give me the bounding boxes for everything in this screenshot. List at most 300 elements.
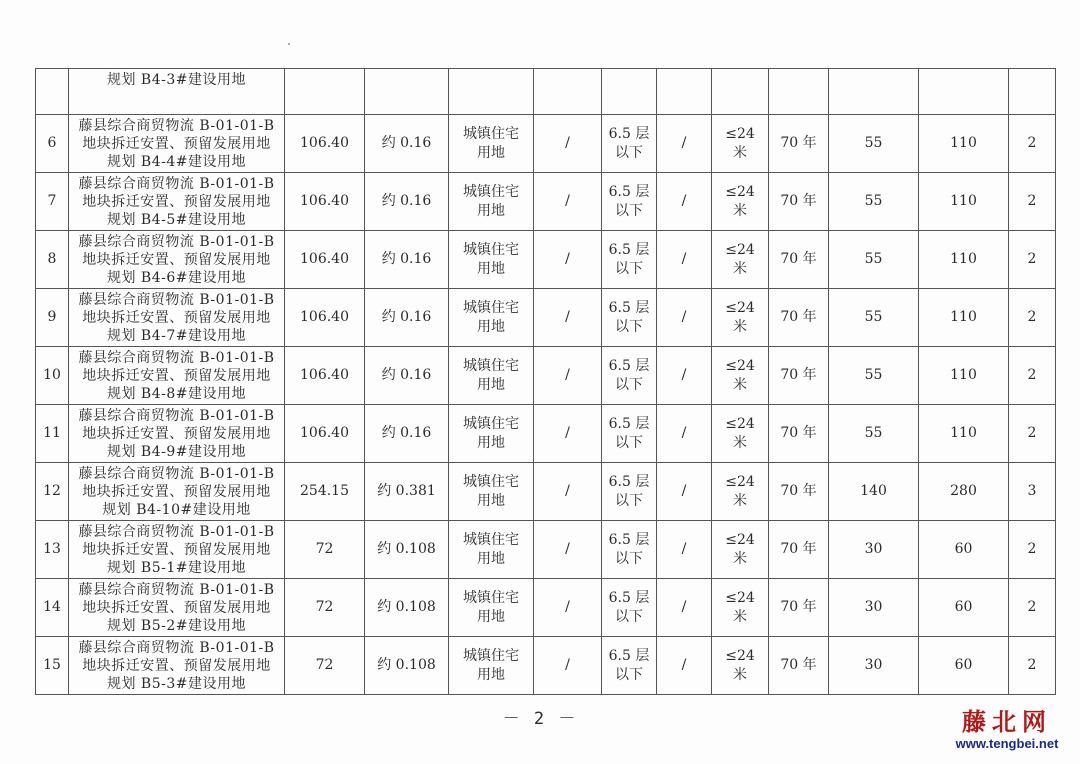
row-number: 13 bbox=[43, 541, 61, 557]
floors-line: 6.5 层 bbox=[608, 531, 650, 548]
cell-height bbox=[712, 579, 769, 637]
cell-n2 bbox=[919, 231, 1009, 289]
slash-value: / bbox=[565, 367, 570, 383]
cell-area bbox=[285, 115, 365, 173]
height-line: ≤24 bbox=[725, 473, 755, 490]
table-row bbox=[36, 521, 1056, 579]
cell-n2 bbox=[919, 463, 1009, 521]
land-use-line: 用地 bbox=[477, 434, 505, 451]
parcel-name-line: 规划 B5-2#建设用地 bbox=[106, 617, 246, 634]
parcel-name-line: 规划 B4-5#建设用地 bbox=[106, 211, 246, 228]
row-number: 11 bbox=[43, 425, 61, 441]
parcel-name-line: 藤县综合商贸物流 B-01-01-B bbox=[78, 523, 275, 540]
cell-n1 bbox=[829, 521, 919, 579]
value-n1: 55 bbox=[864, 425, 883, 441]
cell-col7 bbox=[657, 347, 712, 405]
parcel-name-line: 地块拆迁安置、预留发展用地 bbox=[82, 599, 271, 616]
value-n1: 30 bbox=[864, 599, 883, 615]
cell-parcel-name bbox=[69, 463, 285, 521]
cell-n1 bbox=[829, 231, 919, 289]
value-n2: 60 bbox=[954, 541, 973, 557]
cell-hectares bbox=[365, 579, 449, 637]
area-value: 72 bbox=[315, 657, 334, 673]
cell-n2 bbox=[919, 521, 1009, 579]
slash-value: / bbox=[565, 425, 570, 441]
land-use-line: 用地 bbox=[477, 202, 505, 219]
slash-value: / bbox=[681, 541, 687, 557]
parcel-name-line: 地块拆迁安置、预留发展用地 bbox=[82, 425, 271, 442]
cell-land-use bbox=[449, 231, 534, 289]
term-years: 70 年 bbox=[780, 367, 817, 383]
cell-parcel-name bbox=[69, 69, 285, 115]
land-use-line: 城镇住宅 bbox=[463, 647, 519, 664]
parcel-name-line: 规划 B4-3#建设用地 bbox=[106, 72, 246, 88]
cell-n1 bbox=[829, 347, 919, 405]
value-n2: 60 bbox=[954, 599, 973, 615]
cell-floors bbox=[602, 289, 657, 347]
value-n2: 110 bbox=[950, 367, 977, 383]
land-use-line: 城镇住宅 bbox=[463, 473, 519, 490]
cell-no bbox=[36, 579, 69, 637]
cell-col5 bbox=[534, 115, 602, 173]
cell-col7 bbox=[657, 289, 712, 347]
slash-value: / bbox=[681, 425, 687, 441]
area-value: 106.40 bbox=[300, 251, 349, 267]
height-line: ≤24 bbox=[725, 647, 755, 664]
land-use-line: 城镇住宅 bbox=[463, 415, 519, 432]
cell-n3 bbox=[1009, 521, 1056, 579]
floors-line: 以下 bbox=[615, 376, 643, 393]
value-n3: 2 bbox=[1027, 193, 1037, 209]
height-line: 米 bbox=[733, 666, 747, 683]
value-n1: 55 bbox=[864, 309, 883, 325]
cell-land-use bbox=[449, 173, 534, 231]
hectare-value: 约 0.108 bbox=[377, 599, 436, 615]
cell-col5 bbox=[534, 173, 602, 231]
row-number: 15 bbox=[43, 657, 61, 673]
cell-land-use bbox=[449, 115, 534, 173]
cell-land-use bbox=[449, 463, 534, 521]
floors-line: 6.5 层 bbox=[608, 299, 650, 316]
cell-land-use bbox=[449, 69, 534, 115]
table-row bbox=[36, 463, 1056, 521]
cell-col7 bbox=[657, 463, 712, 521]
value-n3: 2 bbox=[1027, 135, 1037, 151]
cell-area bbox=[285, 463, 365, 521]
floors-line: 以下 bbox=[615, 492, 643, 509]
cell-parcel-name bbox=[69, 289, 285, 347]
hectare-value: 约 0.16 bbox=[381, 193, 432, 209]
parcel-name-line: 规划 B4-8#建设用地 bbox=[106, 385, 246, 402]
cell-floors bbox=[602, 115, 657, 173]
value-n1: 55 bbox=[864, 367, 883, 383]
cell-col7 bbox=[657, 637, 712, 695]
parcel-name-line: 地块拆迁安置、预留发展用地 bbox=[82, 309, 271, 326]
land-use-line: 用地 bbox=[477, 666, 505, 683]
cell-floors bbox=[602, 405, 657, 463]
value-n3: 2 bbox=[1027, 425, 1037, 441]
parcel-name-line: 藤县综合商贸物流 B-01-01-B bbox=[78, 465, 275, 482]
cell-n1 bbox=[829, 69, 919, 115]
cell-floors bbox=[602, 69, 657, 115]
slash-value: / bbox=[681, 599, 687, 615]
value-n1: 30 bbox=[864, 541, 883, 557]
slash-value: / bbox=[681, 657, 687, 673]
cell-n3 bbox=[1009, 463, 1056, 521]
cell-n3 bbox=[1009, 289, 1056, 347]
floors-line: 以下 bbox=[615, 666, 643, 683]
value-n3: 2 bbox=[1027, 309, 1037, 325]
area-value: 72 bbox=[315, 599, 334, 615]
height-line: 米 bbox=[733, 318, 747, 335]
hectare-value: 约 0.16 bbox=[381, 367, 432, 383]
cell-n2 bbox=[919, 173, 1009, 231]
cell-no bbox=[36, 637, 69, 695]
slash-value: / bbox=[565, 541, 570, 557]
height-line: ≤24 bbox=[725, 125, 755, 142]
land-use-line: 用地 bbox=[477, 144, 505, 161]
cell-no bbox=[36, 173, 69, 231]
cell-height bbox=[712, 347, 769, 405]
floors-line: 以下 bbox=[615, 434, 643, 451]
parcel-name-line: 藤县综合商贸物流 B-01-01-B bbox=[78, 117, 275, 134]
cell-col7 bbox=[657, 405, 712, 463]
hectare-value: 约 0.16 bbox=[381, 309, 432, 325]
cell-n1 bbox=[829, 289, 919, 347]
slash-value: / bbox=[565, 657, 570, 673]
parcel-name-line: 地块拆迁安置、预留发展用地 bbox=[82, 657, 271, 674]
slash-value: / bbox=[681, 309, 687, 325]
cell-n2 bbox=[919, 405, 1009, 463]
cell-floors bbox=[602, 521, 657, 579]
parcel-name-line: 地块拆迁安置、预留发展用地 bbox=[82, 541, 271, 558]
parcel-name-line: 规划 B4-10#建设用地 bbox=[102, 501, 251, 518]
cell-height bbox=[712, 115, 769, 173]
slash-value: / bbox=[565, 251, 570, 267]
cell-land-use bbox=[449, 579, 534, 637]
cell-col7 bbox=[657, 115, 712, 173]
cell-floors bbox=[602, 637, 657, 695]
cell-n2 bbox=[919, 115, 1009, 173]
term-years: 70 年 bbox=[780, 425, 817, 441]
cell-hectares bbox=[365, 231, 449, 289]
parcel-name-line: 规划 B4-4#建设用地 bbox=[106, 153, 246, 170]
floors-line: 以下 bbox=[615, 550, 643, 567]
cell-years bbox=[769, 289, 829, 347]
parcel-name-line: 地块拆迁安置、预留发展用地 bbox=[82, 483, 271, 500]
parcel-name-line: 规划 B4-7#建设用地 bbox=[106, 327, 246, 344]
area-value: 72 bbox=[315, 541, 334, 557]
cell-height bbox=[712, 405, 769, 463]
cell-no bbox=[36, 231, 69, 289]
row-number: 7 bbox=[47, 193, 57, 209]
cell-years bbox=[769, 521, 829, 579]
land-use-line: 用地 bbox=[477, 260, 505, 277]
parcel-name-line: 藤县综合商贸物流 B-01-01-B bbox=[78, 349, 275, 366]
height-line: ≤24 bbox=[725, 415, 755, 432]
row-number: 14 bbox=[43, 599, 61, 615]
parcel-name-line: 地块拆迁安置、预留发展用地 bbox=[82, 367, 271, 384]
slash-value: / bbox=[565, 135, 570, 151]
cell-hectares bbox=[365, 637, 449, 695]
term-years: 70 年 bbox=[780, 309, 817, 325]
cell-n2 bbox=[919, 637, 1009, 695]
value-n2: 110 bbox=[950, 309, 977, 325]
cell-hectares bbox=[365, 463, 449, 521]
cell-parcel-name bbox=[69, 579, 285, 637]
table-row-continued bbox=[36, 69, 1056, 115]
cell-n2 bbox=[919, 289, 1009, 347]
slash-value: / bbox=[565, 193, 570, 209]
cell-hectares bbox=[365, 115, 449, 173]
value-n3: 3 bbox=[1027, 483, 1037, 499]
cell-col5 bbox=[534, 289, 602, 347]
term-years: 70 年 bbox=[780, 599, 817, 615]
slash-value: / bbox=[681, 367, 687, 383]
cell-col7 bbox=[657, 579, 712, 637]
land-use-line: 用地 bbox=[477, 608, 505, 625]
hectare-value: 约 0.108 bbox=[377, 657, 436, 673]
floors-line: 6.5 层 bbox=[608, 473, 650, 490]
height-line: ≤24 bbox=[725, 531, 755, 548]
parcel-name-line: 藤县综合商贸物流 B-01-01-B bbox=[78, 639, 275, 656]
term-years: 70 年 bbox=[780, 135, 817, 151]
floors-line: 6.5 层 bbox=[608, 415, 650, 432]
value-n2: 280 bbox=[950, 483, 977, 499]
cell-hectares bbox=[365, 289, 449, 347]
cell-no bbox=[36, 463, 69, 521]
parcel-name-line: 藤县综合商贸物流 B-01-01-B bbox=[78, 175, 275, 192]
land-use-line: 城镇住宅 bbox=[463, 299, 519, 316]
height-line: 米 bbox=[733, 202, 747, 219]
parcel-name-line: 地块拆迁安置、预留发展用地 bbox=[82, 135, 271, 152]
row-number: 12 bbox=[43, 483, 61, 499]
row-number: 6 bbox=[47, 135, 57, 151]
term-years: 70 年 bbox=[780, 541, 817, 557]
value-n3: 2 bbox=[1027, 657, 1037, 673]
cell-floors bbox=[602, 173, 657, 231]
cell-n2 bbox=[919, 69, 1009, 115]
table-row bbox=[36, 115, 1056, 173]
watermark-url: www.tengbei.net bbox=[955, 736, 1059, 751]
floors-line: 以下 bbox=[615, 260, 643, 277]
cell-years bbox=[769, 637, 829, 695]
land-parcel-table bbox=[35, 68, 1056, 695]
cell-col7 bbox=[657, 173, 712, 231]
cell-n3 bbox=[1009, 405, 1056, 463]
value-n2: 110 bbox=[950, 193, 977, 209]
cell-no bbox=[36, 405, 69, 463]
cell-n2 bbox=[919, 579, 1009, 637]
cell-col7 bbox=[657, 69, 712, 115]
cell-no bbox=[36, 521, 69, 579]
cell-height bbox=[712, 521, 769, 579]
cell-years bbox=[769, 69, 829, 115]
area-value: 254.15 bbox=[300, 483, 349, 499]
term-years: 70 年 bbox=[780, 193, 817, 209]
cell-no bbox=[36, 115, 69, 173]
cell-n2 bbox=[919, 347, 1009, 405]
cell-col7 bbox=[657, 231, 712, 289]
parcel-name-line: 藤县综合商贸物流 B-01-01-B bbox=[78, 581, 275, 598]
table-row bbox=[36, 579, 1056, 637]
cell-years bbox=[769, 173, 829, 231]
cell-area bbox=[285, 347, 365, 405]
slash-value: / bbox=[681, 483, 687, 499]
term-years: 70 年 bbox=[780, 483, 817, 499]
scan-speck bbox=[288, 43, 290, 45]
cell-height bbox=[712, 231, 769, 289]
cell-parcel-name bbox=[69, 115, 285, 173]
cell-col5 bbox=[534, 231, 602, 289]
cell-floors bbox=[602, 579, 657, 637]
table-row bbox=[36, 231, 1056, 289]
cell-hectares bbox=[365, 69, 449, 115]
cell-n1 bbox=[829, 637, 919, 695]
height-line: ≤24 bbox=[725, 299, 755, 316]
area-value: 106.40 bbox=[300, 309, 349, 325]
floors-line: 6.5 层 bbox=[608, 357, 650, 374]
land-use-line: 用地 bbox=[477, 318, 505, 335]
land-use-line: 用地 bbox=[477, 550, 505, 567]
value-n1: 55 bbox=[864, 135, 883, 151]
cell-area bbox=[285, 289, 365, 347]
table-row bbox=[36, 405, 1056, 463]
cell-land-use bbox=[449, 405, 534, 463]
parcel-name-line: 地块拆迁安置、预留发展用地 bbox=[82, 193, 271, 210]
value-n3: 2 bbox=[1027, 599, 1037, 615]
cell-parcel-name bbox=[69, 231, 285, 289]
land-use-line: 城镇住宅 bbox=[463, 589, 519, 606]
value-n3: 2 bbox=[1027, 367, 1037, 383]
height-line: ≤24 bbox=[725, 357, 755, 374]
cell-col7 bbox=[657, 521, 712, 579]
page-number: － 2 － bbox=[502, 709, 578, 729]
row-number: 9 bbox=[47, 309, 57, 325]
term-years: 70 年 bbox=[780, 251, 817, 267]
watermark-logo: 藤北网 bbox=[962, 707, 1052, 736]
value-n1: 55 bbox=[864, 193, 883, 209]
parcel-name-line: 规划 B5-3#建设用地 bbox=[106, 675, 246, 692]
area-value: 106.40 bbox=[300, 425, 349, 441]
cell-area bbox=[285, 579, 365, 637]
floors-line: 6.5 层 bbox=[608, 125, 650, 142]
cell-parcel-name bbox=[69, 637, 285, 695]
cell-height bbox=[712, 637, 769, 695]
land-use-line: 城镇住宅 bbox=[463, 125, 519, 142]
cell-n3 bbox=[1009, 637, 1056, 695]
parcel-name-line: 规划 B4-9#建设用地 bbox=[106, 443, 246, 460]
floors-line: 6.5 层 bbox=[608, 589, 650, 606]
cell-n1 bbox=[829, 405, 919, 463]
hectare-value: 约 0.16 bbox=[381, 135, 432, 151]
hectare-value: 约 0.381 bbox=[377, 483, 436, 499]
cell-no bbox=[36, 69, 69, 115]
cell-years bbox=[769, 463, 829, 521]
land-use-line: 用地 bbox=[477, 492, 505, 509]
cell-floors bbox=[602, 347, 657, 405]
value-n3: 2 bbox=[1027, 251, 1037, 267]
hectare-value: 约 0.16 bbox=[381, 425, 432, 441]
cell-n1 bbox=[829, 579, 919, 637]
land-use-line: 城镇住宅 bbox=[463, 183, 519, 200]
table-row bbox=[36, 637, 1056, 695]
land-use-line: 城镇住宅 bbox=[463, 357, 519, 374]
floors-line: 6.5 层 bbox=[608, 647, 650, 664]
cell-n3 bbox=[1009, 347, 1056, 405]
cell-n3 bbox=[1009, 69, 1056, 115]
height-line: 米 bbox=[733, 260, 747, 277]
cell-height bbox=[712, 173, 769, 231]
cell-n3 bbox=[1009, 115, 1056, 173]
hectare-value: 约 0.108 bbox=[377, 541, 436, 557]
term-years: 70 年 bbox=[780, 657, 817, 673]
value-n1: 140 bbox=[860, 483, 887, 499]
value-n1: 55 bbox=[864, 251, 883, 267]
row-number: 8 bbox=[47, 251, 57, 267]
cell-floors bbox=[602, 231, 657, 289]
cell-land-use bbox=[449, 347, 534, 405]
table-row bbox=[36, 173, 1056, 231]
cell-area bbox=[285, 231, 365, 289]
parcel-name-line: 藤县综合商贸物流 B-01-01-B bbox=[78, 291, 275, 308]
cell-parcel-name bbox=[69, 521, 285, 579]
height-line: ≤24 bbox=[725, 241, 755, 258]
parcel-name-line: 规划 B5-1#建设用地 bbox=[106, 559, 246, 576]
cell-hectares bbox=[365, 173, 449, 231]
cell-floors bbox=[602, 463, 657, 521]
cell-n3 bbox=[1009, 231, 1056, 289]
floors-line: 6.5 层 bbox=[608, 241, 650, 258]
cell-n1 bbox=[829, 463, 919, 521]
table-row bbox=[36, 347, 1056, 405]
cell-no bbox=[36, 347, 69, 405]
slash-value: / bbox=[565, 599, 570, 615]
cell-land-use bbox=[449, 289, 534, 347]
cell-height bbox=[712, 69, 769, 115]
parcel-name-line: 藤县综合商贸物流 B-01-01-B bbox=[78, 407, 275, 424]
slash-value: / bbox=[565, 483, 570, 499]
cell-hectares bbox=[365, 521, 449, 579]
cell-height bbox=[712, 289, 769, 347]
cell-hectares bbox=[365, 405, 449, 463]
value-n2: 110 bbox=[950, 135, 977, 151]
cell-parcel-name bbox=[69, 347, 285, 405]
cell-parcel-name bbox=[69, 173, 285, 231]
value-n2: 110 bbox=[950, 425, 977, 441]
cell-col5 bbox=[534, 347, 602, 405]
cell-col5 bbox=[534, 463, 602, 521]
watermark bbox=[952, 708, 1062, 752]
height-line: 米 bbox=[733, 144, 747, 161]
cell-col5 bbox=[534, 405, 602, 463]
hectare-value: 约 0.16 bbox=[381, 251, 432, 267]
cell-area bbox=[285, 69, 365, 115]
height-line: 米 bbox=[733, 492, 747, 509]
height-line: 米 bbox=[733, 550, 747, 567]
height-line: 米 bbox=[733, 376, 747, 393]
cell-years bbox=[769, 231, 829, 289]
slash-value: / bbox=[565, 309, 570, 325]
cell-col5 bbox=[534, 521, 602, 579]
area-value: 106.40 bbox=[300, 367, 349, 383]
height-line: 米 bbox=[733, 434, 747, 451]
height-line: ≤24 bbox=[725, 589, 755, 606]
floors-line: 以下 bbox=[615, 318, 643, 335]
cell-height bbox=[712, 463, 769, 521]
value-n2: 110 bbox=[950, 251, 977, 267]
parcel-name-line: 规划 B4-6#建设用地 bbox=[106, 269, 246, 286]
